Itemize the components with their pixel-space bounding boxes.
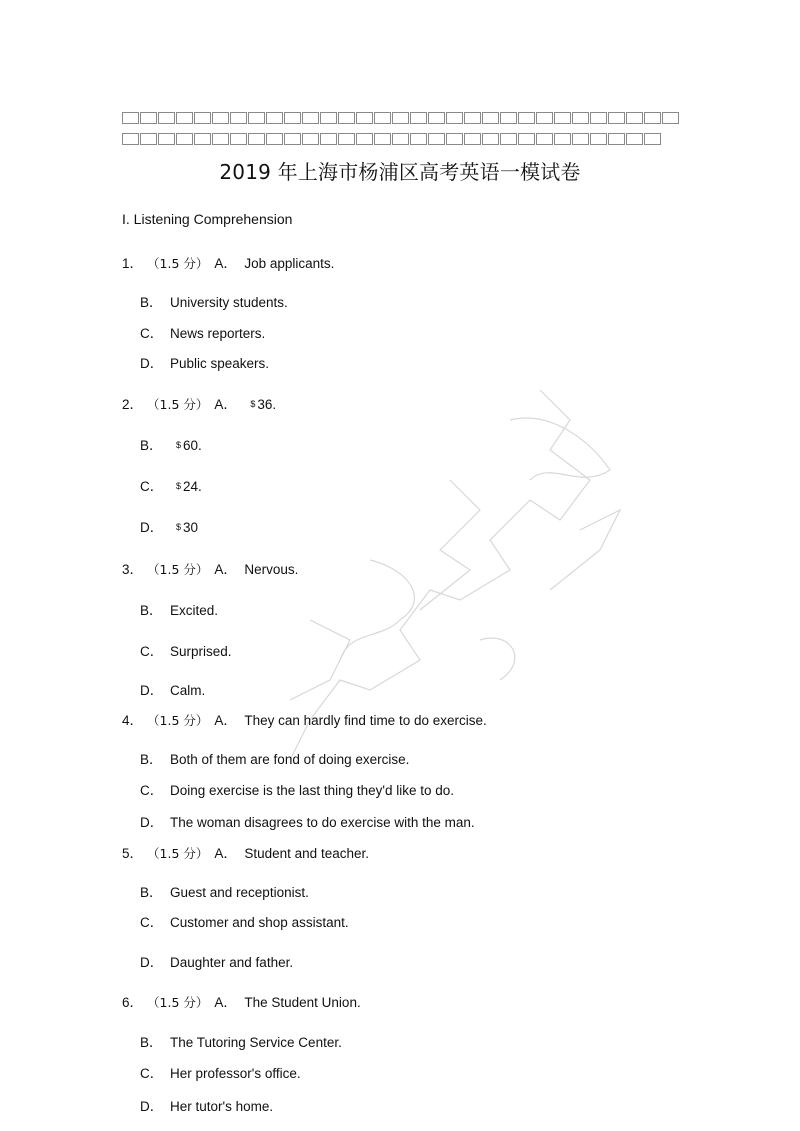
question-number: 3． xyxy=(122,562,144,577)
question-score: （1.5 分） xyxy=(147,846,209,861)
option-letter: D． xyxy=(140,955,164,970)
header-box-cell xyxy=(356,133,373,145)
option-letter: C． xyxy=(140,783,164,798)
header-box-cell xyxy=(482,112,499,124)
header-box-cell xyxy=(482,133,499,145)
currency-symbol: $ xyxy=(176,440,182,450)
option-text: Customer and shop assistant. xyxy=(170,915,349,930)
header-box-cell xyxy=(248,133,265,145)
header-box-cell xyxy=(176,112,193,124)
header-box-cell xyxy=(194,112,211,124)
option-text: Daughter and father. xyxy=(170,955,294,970)
option-text: The Student Union. xyxy=(244,995,361,1010)
option-letter: A． xyxy=(214,256,237,271)
header-box-cell xyxy=(266,133,283,145)
header-box-row-1 xyxy=(122,112,680,126)
header-box-cell xyxy=(608,112,625,124)
watermark-signature xyxy=(250,360,670,800)
option-text: News reporters. xyxy=(170,326,266,341)
header-box-cell xyxy=(590,133,607,145)
question-score: （1.5 分） xyxy=(147,256,209,271)
header-box-cell xyxy=(500,112,517,124)
header-box-row-2 xyxy=(122,133,662,147)
header-box-cell xyxy=(122,133,139,145)
option-text: They can hardly find time to do exercise. xyxy=(244,713,487,728)
option-letter: B． xyxy=(140,438,163,453)
question-line xyxy=(122,252,334,272)
option-text: Public speakers. xyxy=(170,356,270,371)
exam-title: 2019 年上海市杨浦区高考英语一模试卷 xyxy=(219,160,581,184)
option-line xyxy=(140,748,409,768)
option-text: Guest and receptionist. xyxy=(170,885,309,900)
option-line xyxy=(140,779,454,799)
header-box-cell xyxy=(338,112,355,124)
option-text: Doing exercise is the last thing they'd like to do. xyxy=(170,783,454,798)
option-letter: A． xyxy=(214,713,237,728)
option-line xyxy=(140,475,202,495)
currency-symbol: $ xyxy=(250,399,256,409)
header-box-cell xyxy=(158,112,175,124)
option-text: Surprised. xyxy=(170,644,232,659)
option-letter: D． xyxy=(140,520,164,535)
option-letter: D． xyxy=(140,1099,164,1114)
header-box-cell xyxy=(320,112,337,124)
question-number: 1． xyxy=(122,256,144,271)
header-box-cell xyxy=(302,133,319,145)
option-text: 60. xyxy=(183,438,202,453)
section-heading: I. Listening Comprehension xyxy=(122,211,293,227)
question-number: 5． xyxy=(122,846,144,861)
question-score: （1.5 分） xyxy=(147,562,209,577)
header-box-cell xyxy=(626,112,643,124)
option-line xyxy=(140,640,232,660)
question-line xyxy=(122,842,369,862)
question-score: （1.5 分） xyxy=(147,995,209,1010)
option-text: Excited. xyxy=(170,603,219,618)
header-box-cell xyxy=(410,133,427,145)
option-letter: D． xyxy=(140,683,164,698)
option-line xyxy=(140,1062,301,1082)
header-box-cell xyxy=(212,112,229,124)
header-box-cell xyxy=(428,112,445,124)
option-letter: C． xyxy=(140,1066,164,1081)
option-text: The Tutoring Service Center. xyxy=(170,1035,342,1050)
header-box-cell xyxy=(338,133,355,145)
option-line xyxy=(140,516,198,536)
option-letter: A． xyxy=(214,846,237,861)
header-box-cell xyxy=(302,112,319,124)
option-text: Student and teacher. xyxy=(244,846,369,861)
question-number: 2． xyxy=(122,397,144,412)
option-line xyxy=(140,291,288,311)
header-box-cell xyxy=(284,112,301,124)
option-text: 24. xyxy=(183,479,202,494)
header-box-cell xyxy=(608,133,625,145)
option-letter: B． xyxy=(140,752,163,767)
header-box-cell xyxy=(266,112,283,124)
option-letter: A． xyxy=(214,995,237,1010)
header-box-cell xyxy=(500,133,517,145)
header-box-cell xyxy=(392,133,409,145)
option-letter: B． xyxy=(140,603,163,618)
option-line xyxy=(140,352,269,372)
option-letter: D． xyxy=(140,356,164,371)
option-text: Both of them are fond of doing exercise. xyxy=(170,752,410,767)
option-letter: C． xyxy=(140,326,164,341)
header-box-cell xyxy=(230,112,247,124)
option-letter: C． xyxy=(140,479,164,494)
option-line xyxy=(140,1031,342,1051)
option-text: Calm. xyxy=(170,683,206,698)
question-number: 4． xyxy=(122,713,144,728)
header-box-cell xyxy=(662,112,679,124)
option-letter: D． xyxy=(140,815,164,830)
option-line xyxy=(140,679,205,699)
option-letter: A． xyxy=(214,397,237,412)
header-box-cell xyxy=(356,112,373,124)
option-line xyxy=(140,811,475,831)
option-text: The woman disagrees to do exercise with the man. xyxy=(170,815,475,830)
option-text: Her professor's office. xyxy=(170,1066,301,1081)
option-letter: B． xyxy=(140,1035,163,1050)
header-box-cell xyxy=(644,133,661,145)
header-box-cell xyxy=(554,112,571,124)
option-letter: C． xyxy=(140,915,164,930)
header-box-cell xyxy=(464,112,481,124)
header-box-cell xyxy=(158,133,175,145)
header-box-cell xyxy=(572,112,589,124)
question-score: （1.5 分） xyxy=(147,397,209,412)
option-line xyxy=(140,322,265,342)
option-letter: B． xyxy=(140,295,163,310)
option-letter: A． xyxy=(214,562,237,577)
question-line xyxy=(122,393,276,413)
header-box-cell xyxy=(536,112,553,124)
option-line xyxy=(140,911,349,931)
header-box-cell xyxy=(284,133,301,145)
option-letter: C． xyxy=(140,644,164,659)
header-box-cell xyxy=(410,112,427,124)
option-text: Nervous. xyxy=(244,562,299,577)
currency-symbol: $ xyxy=(176,481,182,491)
header-box-cell xyxy=(446,133,463,145)
header-box-cell xyxy=(374,112,391,124)
option-text: 36. xyxy=(257,397,277,412)
header-box-cell xyxy=(572,133,589,145)
header-box-cell xyxy=(176,133,193,145)
header-box-cell xyxy=(590,112,607,124)
question-number: 6． xyxy=(122,995,144,1010)
header-box-cell xyxy=(446,112,463,124)
question-line xyxy=(122,709,487,729)
header-box-cell xyxy=(248,112,265,124)
header-box-cell xyxy=(212,133,229,145)
question-line xyxy=(122,991,361,1011)
header-box-cell xyxy=(626,133,643,145)
option-line xyxy=(140,881,309,901)
header-box-cell xyxy=(194,133,211,145)
header-box-cell xyxy=(230,133,247,145)
question-score: （1.5 分） xyxy=(147,713,209,728)
option-line xyxy=(140,599,218,619)
currency-symbol: $ xyxy=(176,522,182,532)
header-box-cell xyxy=(374,133,391,145)
header-box-cell xyxy=(140,112,157,124)
option-text: Her tutor's home. xyxy=(170,1099,274,1114)
header-box-cell xyxy=(464,133,481,145)
header-box-cell xyxy=(320,133,337,145)
option-letter: B． xyxy=(140,885,163,900)
header-box-cell xyxy=(122,112,139,124)
option-line xyxy=(140,1095,273,1115)
option-line xyxy=(140,951,293,971)
header-box-cell xyxy=(518,112,535,124)
option-text: University students. xyxy=(170,295,288,310)
header-box-cell xyxy=(140,133,157,145)
header-box-cell xyxy=(554,133,571,145)
option-text: 30 xyxy=(183,520,199,535)
header-box-cell xyxy=(644,112,661,124)
header-box-cell xyxy=(428,133,445,145)
header-box-cell xyxy=(392,112,409,124)
question-line xyxy=(122,558,298,578)
option-text: Job applicants. xyxy=(244,256,335,271)
header-box-cell xyxy=(536,133,553,145)
option-line xyxy=(140,434,202,454)
header-box-cell xyxy=(518,133,535,145)
